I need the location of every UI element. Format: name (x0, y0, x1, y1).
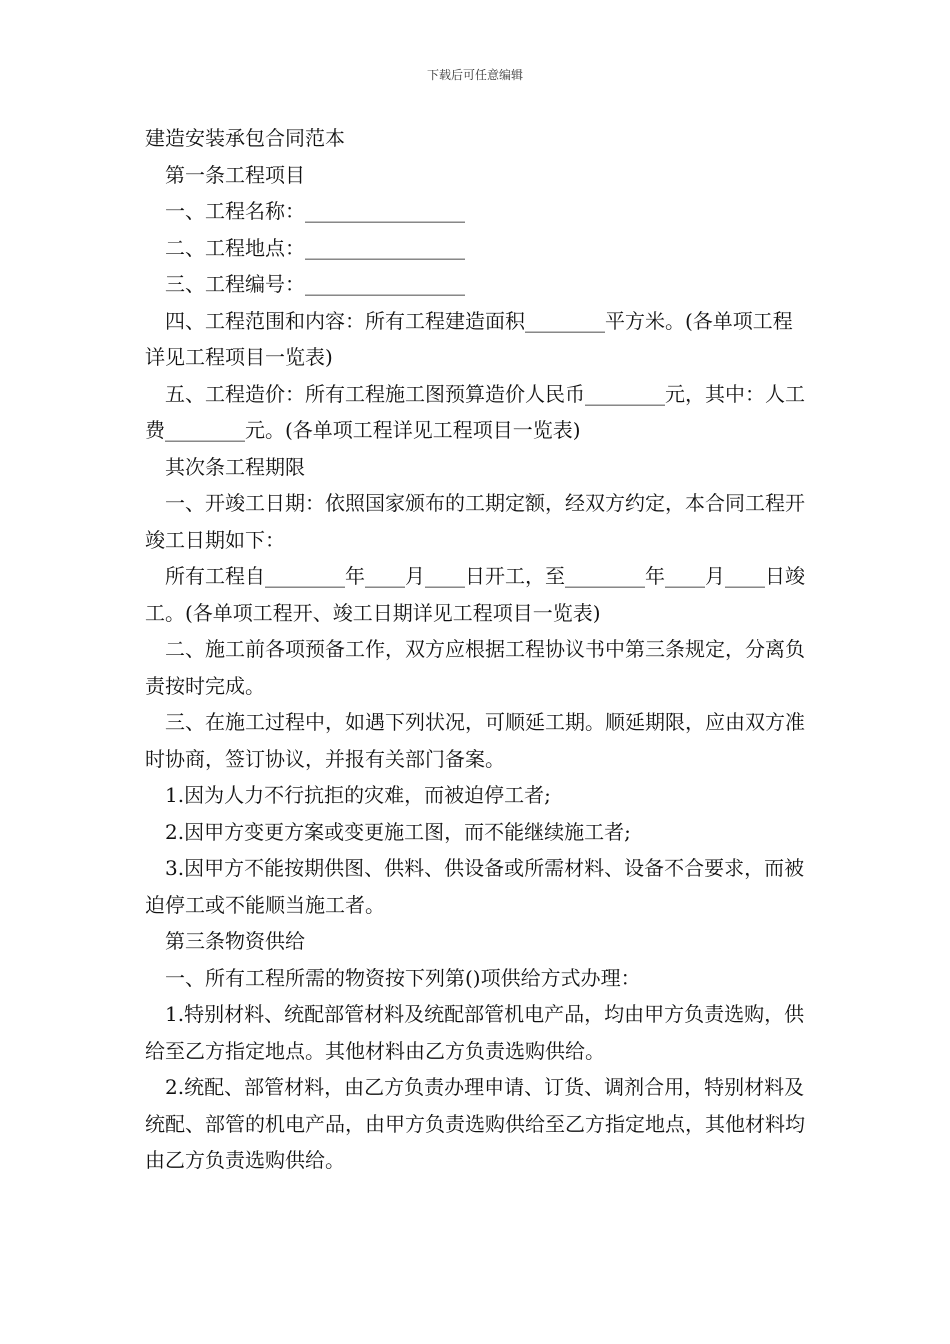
project-name-line: 一、工程名称：________________ (165, 199, 465, 223)
start-end-dates-paragraph: 一、开竣工日期：依照国家颁布的工期定额，经双方约定，本合同工程开竣工日期如下： (145, 491, 805, 552)
document-title: 建造安装承包合同范本 (145, 126, 345, 150)
supply-item: 1.特别材料、统配部管材料及统配部管机电产品，均由甲方负责选购，供给至乙方指定地点。其他材料由乙方负责选购供给。 (145, 1002, 805, 1063)
project-number-line: 三、工程编号：________________ (165, 272, 465, 296)
document-body (145, 120, 810, 1179)
project-cost-paragraph: 五、工程造价：所有工程施工图预算造价人民币________元，其中：人工费________元。(各单项工程详见工程项目一览表) (145, 381, 805, 442)
project-location-line: 二、工程地点：________________ (165, 235, 465, 260)
supply-item: 2.统配、部管材料，由乙方负责办理申请、订货、调剂合用，特别材料及统配、部管的机电产品，由甲方负责选购供给至乙方指定地点，其他材料均由乙方负责选购供给。 (145, 1075, 805, 1172)
supply-paragraph: 一、所有工程所需的物资按下列第()项供给方式办理： (165, 965, 641, 990)
delay-item: 2.因甲方变更方案或变更施工图，而不能继续施工者; (165, 819, 631, 844)
project-scope-paragraph: 四、工程范围和内容：所有工程建造面积________平方米。(各单项工程详见工程项目一览表) (145, 308, 793, 369)
section-2-title: 其次条工程期限 (165, 454, 305, 479)
section-3-title: 第三条物资供给 (165, 929, 305, 953)
section-1-title: 第一条工程项目 (165, 162, 305, 187)
header-note: 下载后可任意编辑 (426, 68, 523, 82)
delay-item: 1.因为人力不行抗拒的灾难，而被迫停工者; (165, 783, 551, 807)
preparation-paragraph: 二、施工前各项预备工作，双方应根据工程协议书中第三条规定，分离负责按时完成。 (145, 637, 805, 698)
delay-paragraph: 三、在施工过程中，如遇下列状况，可顺延工期。顺延期限，应由双方准时协商，签订协议，并报有关部门备案。 (145, 710, 805, 771)
delay-item: 3.因甲方不能按期供图、供料、供设备或所需材料、设备不合要求，而被迫停工或不能顺当施工者。 (145, 856, 805, 917)
schedule-paragraph: 所有工程自________年____月____日开工，至________年____月____日竣工。(各单项工程开、竣工日期详见工程项目一览表) (145, 564, 805, 625)
